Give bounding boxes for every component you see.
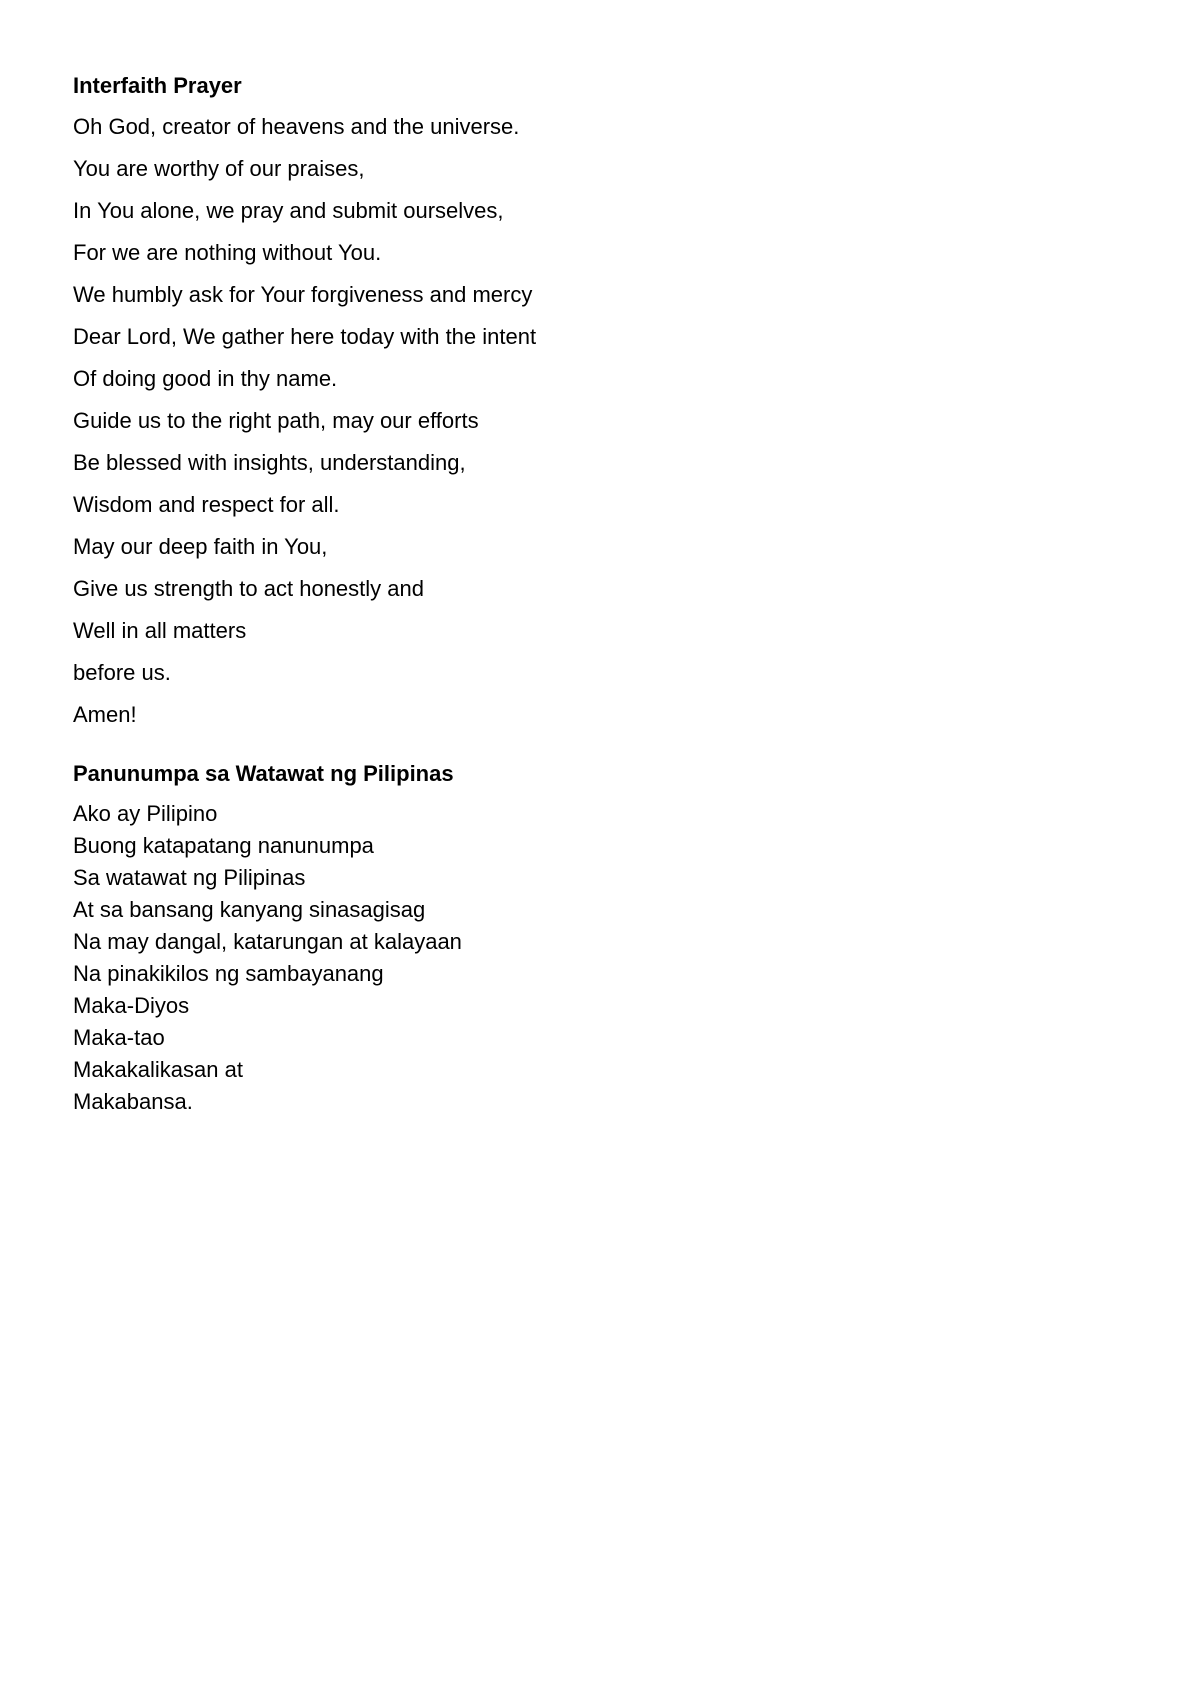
oath-line: Maka-tao bbox=[73, 1025, 165, 1050]
oath-line: Maka-Diyos bbox=[73, 993, 190, 1018]
document-page bbox=[73, 72, 1133, 1118]
prayer-line: before us. bbox=[73, 660, 171, 685]
prayer-line: In You alone, we pray and submit ourselves, bbox=[73, 198, 504, 223]
prayer-line: For we are nothing without You. bbox=[73, 240, 382, 265]
oath-line: Na may dangal, katarungan at kalayaan bbox=[73, 929, 462, 954]
oath-line: Sa watawat ng Pilipinas bbox=[73, 865, 306, 890]
prayer-title: Interfaith Prayer bbox=[73, 73, 242, 98]
prayer-line: Well in all matters bbox=[73, 618, 247, 643]
prayer-line: You are worthy of our praises, bbox=[73, 156, 365, 181]
prayer-line: We humbly ask for Your forgiveness and mercy bbox=[73, 282, 533, 307]
oath-title: Panunumpa sa Watawat ng Pilipinas bbox=[73, 761, 454, 786]
prayer-line: May our deep faith in You, bbox=[73, 534, 328, 559]
prayer-line: Give us strength to act honestly and bbox=[73, 576, 424, 601]
oath-line: Buong katapatang nanunumpa bbox=[73, 833, 374, 858]
prayer-line: Oh God, creator of heavens and the universe. bbox=[73, 114, 520, 139]
interfaith-prayer-section bbox=[73, 72, 1133, 729]
oath-line: At sa bansang kanyang sinasagisag bbox=[73, 897, 426, 922]
prayer-line: Of doing good in thy name. bbox=[73, 366, 338, 391]
flag-oath-section bbox=[73, 760, 1133, 1118]
oath-line: Makakalikasan at bbox=[73, 1057, 243, 1082]
prayer-line: Be blessed with insights, understanding, bbox=[73, 450, 466, 475]
oath-line: Ako ay Pilipino bbox=[73, 801, 218, 826]
prayer-line: Dear Lord, We gather here today with the intent bbox=[73, 324, 537, 349]
prayer-line: Wisdom and respect for all. bbox=[73, 492, 340, 517]
prayer-line: Guide us to the right path, may our efforts bbox=[73, 408, 479, 433]
oath-line: Na pinakikilos ng sambayanang bbox=[73, 961, 384, 986]
prayer-line: Amen! bbox=[73, 702, 137, 727]
oath-line: Makabansa. bbox=[73, 1089, 193, 1114]
